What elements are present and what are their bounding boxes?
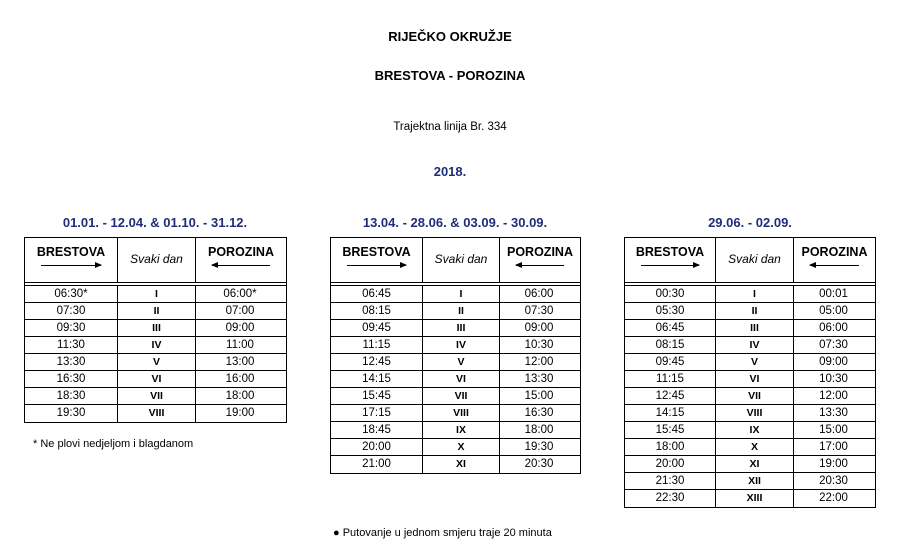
- trip-number: IX: [715, 422, 794, 438]
- trip-number: III: [422, 320, 500, 336]
- trip-number: I: [715, 286, 794, 302]
- header-svaki-dan: [117, 238, 196, 282]
- header-brestova: [25, 238, 117, 282]
- trip-number: III: [715, 320, 794, 336]
- trip-number: X: [422, 439, 500, 455]
- trip-number: V: [422, 354, 500, 370]
- duration-note: ● Putovanje u jednom smjeru traje 20 minuta: [333, 527, 552, 539]
- porozina-departure: 19:00: [819, 458, 848, 470]
- porozina-departure: 13:00: [225, 356, 255, 368]
- brestova-departure: 20:00: [655, 458, 685, 470]
- trip-number: VIII: [117, 405, 196, 422]
- brestova-departure: 18:30: [56, 390, 86, 402]
- trip-number: VIII: [422, 405, 500, 421]
- trip-number: XII: [715, 473, 794, 489]
- table-header: [25, 238, 286, 283]
- period-label: 29.06. - 02.09.: [708, 215, 792, 230]
- brestova-departure: 18:45: [362, 424, 391, 436]
- brestova-departure: 12:45: [655, 390, 685, 402]
- trip-number: III: [117, 320, 196, 336]
- table-header: [331, 238, 580, 283]
- brestova-departure: 17:15: [362, 407, 391, 419]
- table-row: [331, 354, 580, 371]
- trip-number: VII: [117, 388, 196, 404]
- trip-number: V: [117, 354, 196, 370]
- header-brestova: [331, 238, 422, 282]
- brestova-departure: 11:15: [656, 373, 684, 385]
- table-row: [331, 337, 580, 354]
- header-porozina: [196, 238, 286, 282]
- trip-number: XI: [422, 456, 500, 473]
- brestova-departure: 11:30: [57, 339, 85, 351]
- porozina-departure: 15:00: [524, 390, 554, 402]
- porozina-departure: 09:00: [524, 322, 554, 334]
- porozina-departure: 11:00: [226, 339, 254, 351]
- brestova-departure: 00:30: [655, 288, 685, 300]
- header-porozina: [794, 238, 875, 282]
- trip-number: VII: [715, 388, 794, 404]
- table-row: [331, 388, 580, 405]
- porozina-departure: 07:30: [819, 339, 848, 351]
- arrow-left-icon: [516, 265, 564, 266]
- table-row: [625, 405, 875, 422]
- route-title: BRESTOVA - POROZINA: [374, 68, 526, 83]
- trip-number: IV: [715, 337, 794, 353]
- trip-number: II: [117, 303, 196, 319]
- porozina-departure: 22:00: [819, 492, 848, 504]
- brestova-departure: 14:15: [655, 407, 685, 419]
- trip-number: II: [715, 303, 794, 319]
- porozina-departure: 10:30: [524, 339, 554, 351]
- table-row: [25, 371, 286, 388]
- brestova-departure: 05:30: [655, 305, 685, 317]
- trip-number: I: [117, 286, 196, 302]
- header-svaki-dan: [422, 238, 500, 282]
- header-brestova-label: BRESTOVA: [635, 245, 705, 259]
- trip-number: II: [422, 303, 500, 319]
- porozina-departure: 06:00*: [223, 288, 257, 300]
- table-row: [331, 320, 580, 337]
- brestova-departure: 06:30*: [54, 288, 88, 300]
- header-porozina-label: POROZINA: [801, 245, 868, 259]
- table-row: [25, 354, 286, 371]
- trip-number: IV: [117, 337, 196, 353]
- brestova-departure: 21:30: [655, 475, 685, 487]
- trip-number: VII: [422, 388, 500, 404]
- table-row: [25, 405, 286, 422]
- header-porozina-label: POROZINA: [208, 245, 274, 259]
- porozina-departure: 16:00: [225, 373, 255, 385]
- brestova-departure: 19:30: [56, 407, 86, 419]
- brestova-departure: 13:30: [56, 356, 86, 368]
- table-row: [25, 286, 286, 303]
- trip-number: VI: [715, 371, 794, 387]
- timetable-1: [24, 237, 287, 423]
- brestova-departure: 06:45: [655, 322, 685, 334]
- brestova-departure: 14:15: [362, 373, 391, 385]
- arrow-right-icon: [347, 265, 406, 266]
- arrow-left-icon: [810, 265, 859, 266]
- table-row: [625, 439, 875, 456]
- porozina-departure: 07:00: [225, 305, 255, 317]
- table-row: [625, 422, 875, 439]
- table-row: [25, 303, 286, 320]
- brestova-departure: 08:15: [362, 305, 391, 317]
- table-row: [625, 456, 875, 473]
- table-row: [331, 371, 580, 388]
- porozina-departure: 18:00: [524, 424, 554, 436]
- table-row: [25, 388, 286, 405]
- period-label: 01.01. - 12.04. & 01.10. - 31.12.: [62, 215, 248, 230]
- porozina-departure: 06:00: [819, 322, 848, 334]
- porozina-departure: 00:01: [819, 288, 848, 300]
- brestova-departure: 21:00: [362, 458, 391, 470]
- arrow-left-icon: [212, 265, 270, 266]
- porozina-departure: 07:30: [524, 305, 554, 317]
- table-row: [331, 303, 580, 320]
- porozina-departure: 12:00: [819, 390, 848, 402]
- period-label: 13.04. - 28.06. & 03.09. - 30.09.: [362, 215, 548, 230]
- region-title: RIJEČKO OKRUŽJE: [388, 29, 512, 44]
- table-row: [25, 320, 286, 337]
- porozina-departure: 13:30: [819, 407, 848, 419]
- porozina-departure: 19:00: [225, 407, 255, 419]
- table-row: [625, 303, 875, 320]
- brestova-departure: 16:30: [56, 373, 86, 385]
- table-row: [625, 490, 875, 507]
- porozina-departure: 15:00: [819, 424, 848, 436]
- table-header: [625, 238, 875, 283]
- porozina-departure: 18:00: [225, 390, 255, 402]
- porozina-departure: 10:30: [819, 373, 848, 385]
- trip-number: VI: [117, 371, 196, 387]
- table-row: [625, 354, 875, 371]
- table-row: [625, 473, 875, 490]
- trip-number: I: [422, 286, 500, 302]
- table-row: [625, 286, 875, 303]
- porozina-departure: 05:00: [819, 305, 848, 317]
- brestova-departure: 07:30: [56, 305, 86, 317]
- table-row: [625, 371, 875, 388]
- header-brestova-label: BRESTOVA: [342, 245, 411, 259]
- header-brestova: [625, 238, 715, 282]
- table-row: [331, 405, 580, 422]
- schedule-year: 2018.: [433, 164, 467, 179]
- header-svaki-dan-label: Svaki dan: [728, 252, 781, 266]
- header-svaki-dan-label: Svaki dan: [434, 252, 488, 266]
- porozina-departure: 06:00: [524, 288, 554, 300]
- trip-number: VI: [422, 371, 500, 387]
- brestova-departure: 15:45: [655, 424, 685, 436]
- footnote: * Ne plovi nedjeljom i blagdanom: [33, 438, 194, 450]
- brestova-departure: 09:45: [655, 356, 685, 368]
- porozina-departure: 20:30: [524, 458, 554, 470]
- trip-number: X: [715, 439, 794, 455]
- table-row: [331, 439, 580, 456]
- porozina-departure: 09:00: [225, 322, 255, 334]
- brestova-departure: 09:45: [362, 322, 391, 334]
- porozina-departure: 12:00: [524, 356, 554, 368]
- brestova-departure: 22:30: [655, 492, 685, 504]
- brestova-departure: 12:45: [362, 356, 391, 368]
- brestova-departure: 20:00: [362, 441, 391, 453]
- brestova-departure: 18:00: [655, 441, 685, 453]
- table-row: [625, 388, 875, 405]
- trip-number: VIII: [715, 405, 794, 421]
- header-svaki-dan: [715, 238, 794, 282]
- arrow-right-icon: [41, 265, 101, 266]
- porozina-departure: 13:30: [524, 373, 554, 385]
- brestova-departure: 11:15: [362, 339, 391, 351]
- porozina-departure: 17:00: [819, 441, 848, 453]
- header-porozina: [500, 238, 580, 282]
- brestova-departure: 08:15: [655, 339, 685, 351]
- porozina-departure: 09:00: [819, 356, 848, 368]
- timetable-3: [624, 237, 876, 508]
- brestova-departure: 06:45: [362, 288, 391, 300]
- timetable-2: [330, 237, 581, 474]
- porozina-departure: 16:30: [524, 407, 554, 419]
- porozina-departure: 20:30: [819, 475, 848, 487]
- header-svaki-dan-label: Svaki dan: [130, 252, 183, 266]
- table-row: [331, 456, 580, 473]
- header-porozina-label: POROZINA: [507, 245, 573, 259]
- trip-number: V: [715, 354, 794, 370]
- header-brestova-label: BRESTOVA: [36, 245, 106, 259]
- table-row: [625, 320, 875, 337]
- table-row: [331, 422, 580, 439]
- line-number: Trajektna linija Br. 334: [393, 121, 507, 133]
- porozina-departure: 19:30: [524, 441, 554, 453]
- table-row: [331, 286, 580, 303]
- trip-number: IV: [422, 337, 500, 353]
- table-row: [625, 337, 875, 354]
- brestova-departure: 15:45: [362, 390, 391, 402]
- table-row: [25, 337, 286, 354]
- arrow-right-icon: [641, 265, 699, 266]
- brestova-departure: 09:30: [56, 322, 86, 334]
- trip-number: XI: [715, 456, 794, 472]
- trip-number: XIII: [715, 490, 794, 507]
- trip-number: IX: [422, 422, 500, 438]
